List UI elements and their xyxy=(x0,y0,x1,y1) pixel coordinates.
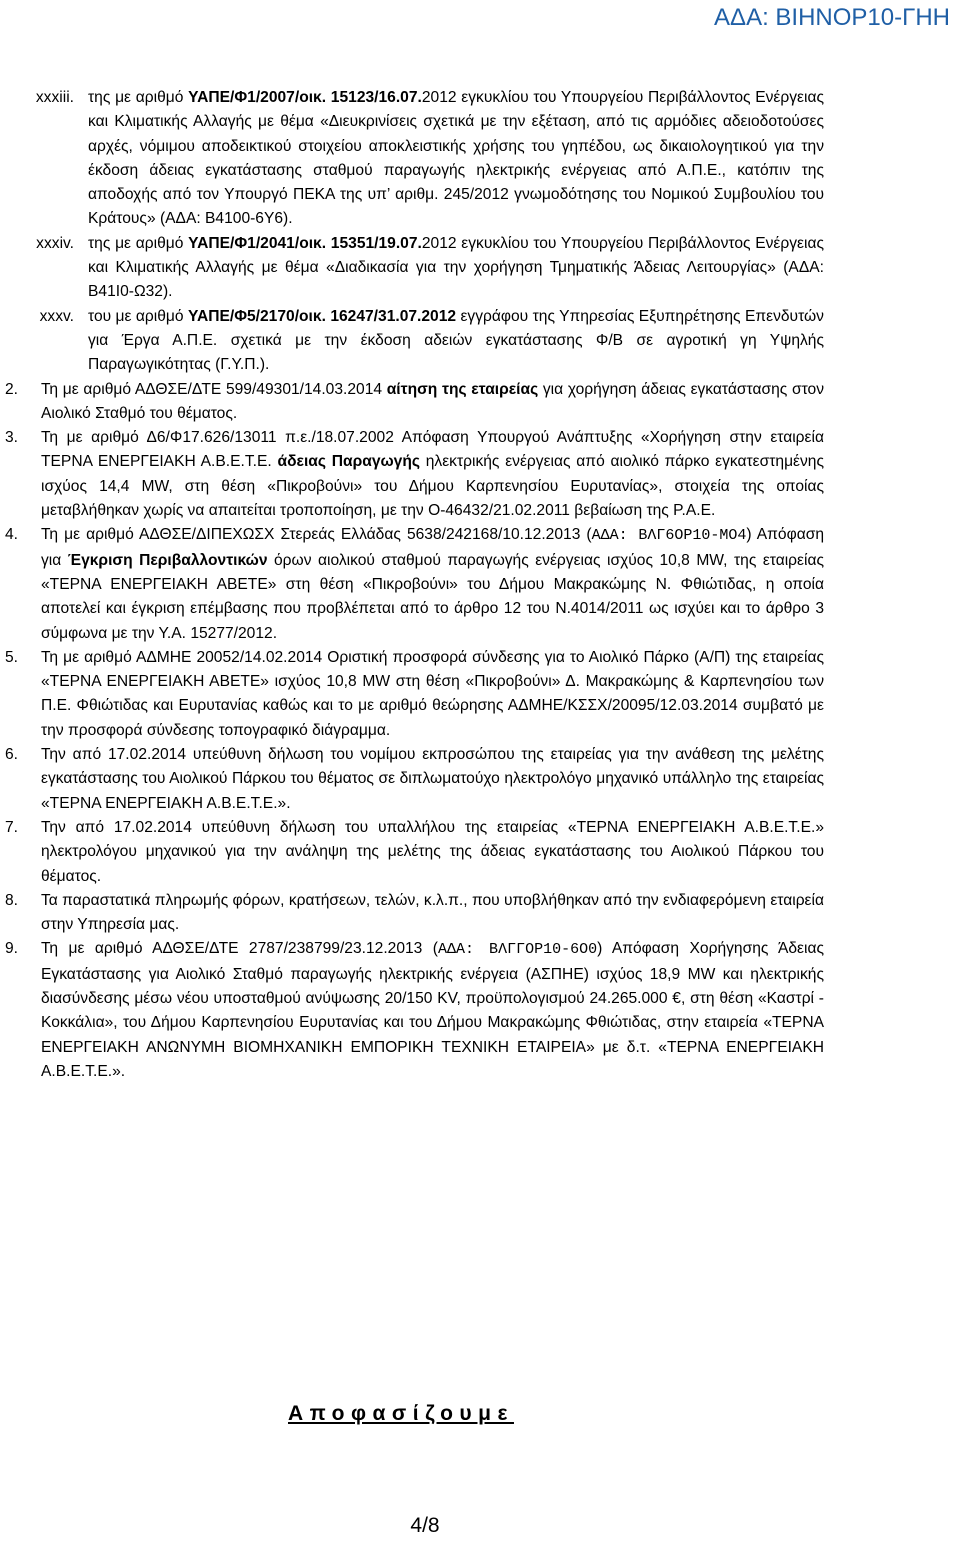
item-number: 8. xyxy=(5,891,19,909)
item-text: Τη με αριθμό Δ6/Φ17.626/13011 π.ε./18.07.2002 Απόφαση Υπουργού Ανάπτυξης «Χορήγηση στην εταιρεία ΤΕΡΝΑ ΕΝΕΡΓΕΙΑΚΗ Α.Β.Ε.Τ.Ε. άδειας Παραγωγής ηλεκτρικής ενέργειας από αιολικό πάρκο εγκατεστημένης ισχύος 14,4 MW, στη θέση «Πικροβούνι» του Δήμου Καρπενησίου Ευρυτανίας», στοιχεία της οποίας μεταβλήθηκαν χωρίς να απαιτείται τροποποίηση, με την Ο-46432/21.02.2011 βεβαίωση της Ρ.Α.Ε. xyxy=(41,429,824,520)
item-text: Τα παραστατικά πληρωμής φόρων, κρατήσεων, τελών, κ.λ.π., που υποβλήθηκαν από την ενδιαφερόμενη εταιρεία στην Υπηρεσία μας. xyxy=(41,891,824,934)
item-ref: ΥΑΠΕ/Φ5/2170/οικ. 16247/31.07.2012 xyxy=(187,307,457,325)
document-body xyxy=(0,86,960,1084)
ada-reference: ΑΔΑ: ΒΛΓΓΟΡ10-6Ο0 xyxy=(437,941,598,959)
list-item xyxy=(0,86,960,232)
item-text: της με αριθμό ΥΑΠΕ/Φ1/2007/οικ. 15123/16.07.2012 εγκυκλίου του Υπουργείου Περιβάλλοντος Ενέργειας και Κλιματικής Αλλαγής με θέμα «Διευκρινίσεις σχετικά με την εξέταση, από τις αρμόδιες αδειοδοτούσες αρχές, νόμιμου αποδεικτικού στοιχείου αποκλειστικής χρήσης του γηπέδου, ως δικαιολογητικού για την έκδοση άδειας εγκατάστασης σταθμού παραγωγής ηλεκτρικής ενέργειας από Α.Π.Ε., κατόπιν της αποδοχής από τον Υπουργό ΠΕΚΑ της υπ’ αριθμ. 245/2012 γνωμοδότησης του Νομικού Συμβουλίου του Κράτους» (ΑΔΑ: Β4100-6Υ6). xyxy=(88,89,825,228)
item-text: Τη με αριθμό ΑΔΜΗΕ 20052/14.02.2014 Οριστική προσφορά σύνδεσης για το Αιολικό Πάρκο (Α/Π) της εταιρείας «ΤΕΡΝΑ ΕΝΕΡΓΕΙΑΚΗ ΑΒΕΤΕ» ισχύος 10,8 MW στη θέση «Πικροβούνι» Δ. Μακρακώμης & Καρπενησίου των Π.Ε. Φθιώτιδας και Ευρυτανίας καθώς και το με αριθμό θεώρησης ΑΔΜΗΕ/ΚΣΣΧ/20095/12.03.2014 συμβατό με την προσφορά σύνδεσης τοπογραφικό διάγραμμα. xyxy=(41,648,824,739)
list-item xyxy=(0,889,960,938)
item-number: xxxv. xyxy=(39,307,74,325)
item-number: xxxiii. xyxy=(35,89,74,106)
list-item xyxy=(0,743,960,816)
item-number: xxxiv. xyxy=(36,234,74,252)
item-text: της με αριθμό ΥΑΠΕ/Φ1/2041/οικ. 15351/19.07.2012 εγκυκλίου του Υπουργείου Περιβάλλοντος Ενέργειας και Κλιματικής Αλλαγής με θέμα «Διαδικασία για την χορήγηση Τμηματικής Άδειας Λειτουργίας» (ΑΔΑ: Β41Ι0-Ω32). xyxy=(88,234,825,301)
ada-code: ΑΔΑ: ΒΙΗΝΟΡ10-ΓΗΗ xyxy=(714,4,950,31)
item-number: 3. xyxy=(5,429,19,447)
item-text: Τη με αριθμό ΑΔΘΣΕ/ΔΤΕ 2787/238799/23.12.2013 (ΑΔΑ: ΒΛΓΓΟΡ10-6Ο0) Απόφαση Χορήγησης Άδειας Εγκατάστασης για Αιολικό Σταθμό παραγωγής ηλεκτρικής ενέργεια (ΑΣΠΗΕ) ισχύος 18,9 MW και ηλεκτρικής διασύνδεσης μέσω νέου υποσταθμού ανύψωσης 20/150 KV, προϋπολογισμού 24.265.000 €, στη θέση «Καστρί - Κοκκάλια», του Δήμου Καρπενησίου Ευρυτανίας και του Δήμου Μακρακώμης Φθιώτιδας, στην εταιρεία «ΤΕΡΝΑ ΕΝΕΡΓΕΙΑΚΗ ΑΝΩΝΥΜΗ ΒΙΟΜΗΧΑΝΙΚΗ ΕΜΠΟΡΙΚΗ ΤΕΧΝΙΚΗ ΕΤΑΙΡΕΙΑ» με δ.τ. «ΤΕΡΝΑ ΕΝΕΡΓΕΙΑΚΗ Α.Β.Ε.Τ.Ε.». xyxy=(41,940,825,1080)
item-ref: ΥΑΠΕ/Φ1/2041/οικ. 15351/19.07. xyxy=(188,234,422,252)
list-item xyxy=(0,646,960,743)
list-item xyxy=(0,305,960,378)
item-number: 6. xyxy=(5,746,19,764)
item-number: 9. xyxy=(5,940,19,958)
list-item xyxy=(0,816,960,889)
item-text: Τη με αριθμό ΑΔΘΣΕ/ΔΤΕ 599/49301/14.03.2014 αίτηση της εταιρείας για χορήγηση άδειας εγκατάστασης στον Αιολικό Σταθμό του θέματος. xyxy=(41,380,824,422)
item-text: Τη με αριθμό ΑΔΘΣΕ/ΔΙΠΕΧΩΣΧ Στερεάς Ελλάδας 5638/242168/10.12.2013 (ΑΔΑ: ΒΛΓ6ΟΡ10-ΜΟ4) Απόφαση για Έγκριση Περιβαλλοντικών όρων αιολικού σταθμού παραγωγής ενέργειας ισχύος 10,8 MW, της εταιρείας «ΤΕΡΝΑ ΕΝΕΡΓΕΙΑΚΗ ΑΒΕΤΕ» στη θέση «Πικροβούνι» του Δήμου Μακρακώμης Ν. Φθιώτιδας, η οποία αποτελεί και έγκριση επέμβασης που προβλέπεται από το άρθρο 12 του Ν.4014/2011 ως ισχύει και το άρθρο 3 σύμφωνα με την Υ.Α. 15277/2012. xyxy=(41,526,825,642)
item-number: 2. xyxy=(5,380,19,398)
list-item xyxy=(0,523,960,645)
list-item xyxy=(0,378,960,427)
list-item xyxy=(0,232,960,305)
list-item xyxy=(0,426,960,523)
item-number: 4. xyxy=(5,526,19,544)
page-number: 4/8 xyxy=(410,1514,440,1537)
item-text: του με αριθμό ΥΑΠΕ/Φ5/2170/οικ. 16247/31.07.2012 εγγράφου της Υπηρεσίας Εξυπηρέτησης Επενδυτών για Έργα Α.Π.Ε. σχετικά με την έκδοση αδειών εγκατάστασης Φ/Β σε αγροτική γη Υψηλής Παραγωγικότητας (Γ.Υ.Π.). xyxy=(88,307,824,374)
item-ref: ΥΑΠΕ/Φ1/2007/οικ. 15123/16.07. xyxy=(188,89,422,106)
list-item xyxy=(0,937,960,1084)
item-text: Την από 17.02.2014 υπεύθυνη δήλωση του νομίμου εκπροσώπου της εταιρείας για την ανάθεση της μελέτης εγκατάστασης του Αιολικού Πάρκου του θέματος σε διπλωματούχο ηλεκτρολόγο μηχανικό υπάλληλο της εταιρείας «ΤΕΡΝΑ ΕΝΕΡΓΕΙΑΚΗ Α.Β.Ε.Τ.Ε.». xyxy=(41,746,824,812)
item-text: Την από 17.02.2014 υπεύθυνη δήλωση του υπαλλήλου της εταιρείας «ΤΕΡΝΑ ΕΝΕΡΓΕΙΑΚΗ Α.Β.Ε.Τ.Ε.» ηλεκτρολόγου μηχανικού για την ανάληψη της μελέτης της άδειας εγκατάστασης του Αιολικού Πάρκου του θέματος. xyxy=(41,818,824,885)
item-number: 5. xyxy=(5,648,19,666)
ada-reference: ΑΔΑ: ΒΛΓ6ΟΡ10-ΜΟ4 xyxy=(591,527,747,545)
decision-heading: Αποφασίζουμε xyxy=(288,1402,514,1425)
item-number: 7. xyxy=(5,818,19,836)
